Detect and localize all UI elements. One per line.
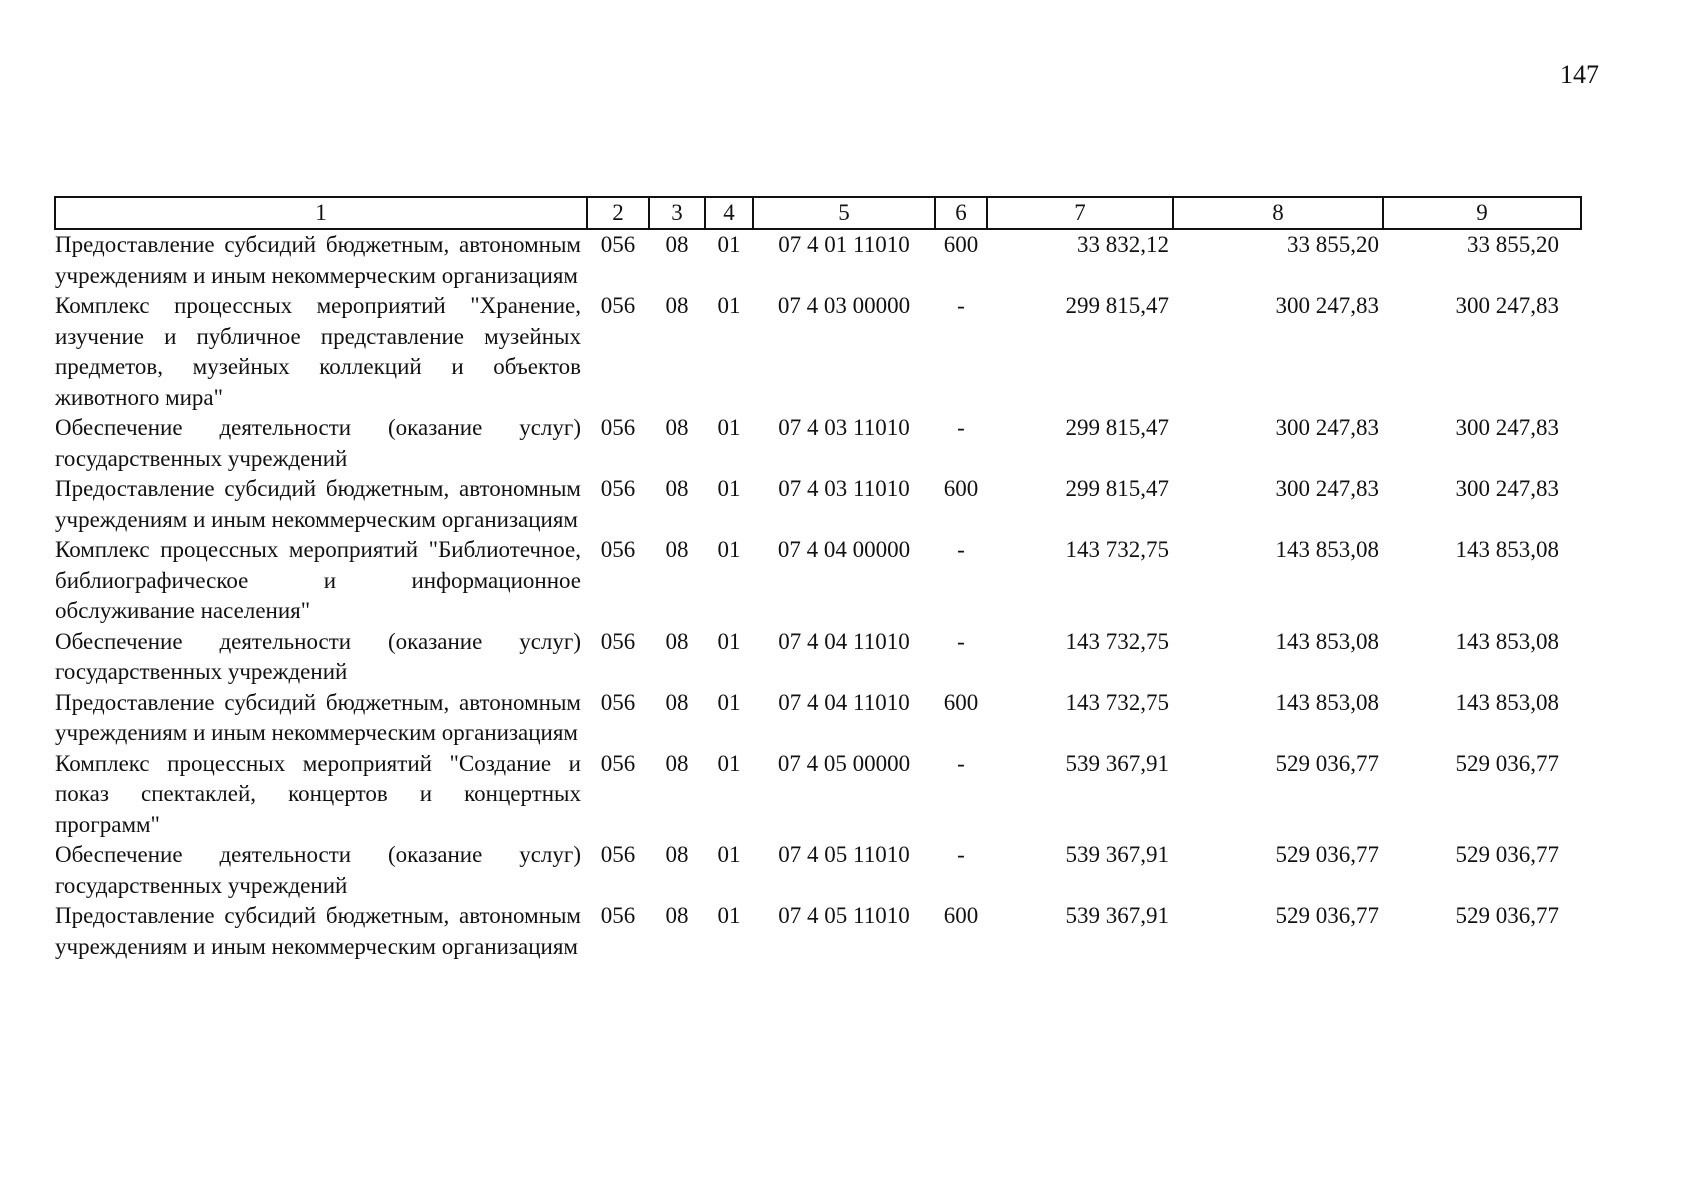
row-amount-col8-cell: 300 247,83 (1275, 293, 1379, 318)
table-row (55, 229, 1581, 291)
row-amount-col7-cell: 143 732,75 (1065, 537, 1169, 562)
table-row (55, 535, 1581, 627)
row-grbs-cell: 056 (600, 842, 636, 867)
row-amount-col8-cell: 143 853,08 (1275, 537, 1379, 562)
row-section-cell: 08 (665, 232, 689, 257)
row-amount-col9-cell: 143 853,08 (1455, 689, 1559, 715)
row-subsection-cell: 01 (717, 628, 741, 654)
column-header-6: 6 (935, 197, 987, 229)
row-section-cell: 08 (665, 628, 689, 654)
row-expense-type-cell: 600 (943, 903, 979, 928)
row-expense-type-cell: - (957, 415, 965, 440)
row-name-cell: Обеспечение деятельности (оказание услуг) государственных учреждений (55, 628, 581, 684)
row-grbs-cell: 056 (600, 476, 636, 501)
column-header-2: 2 (587, 197, 649, 229)
table-row (55, 840, 1581, 901)
row-target-article-cell: 07 4 04 11010 (778, 689, 910, 715)
row-target-article-cell: 07 4 03 00000 (777, 293, 911, 318)
row-amount-col7-cell: 539 367,91 (1065, 903, 1169, 928)
table-row (55, 413, 1581, 474)
row-target-article-cell: 07 4 03 11010 (778, 476, 910, 501)
row-name-cell: Предоставление субсидий бюджетным, автономным учреждениям и иным некоммерческим организациям (55, 689, 581, 745)
row-grbs-cell: 056 (600, 537, 636, 562)
row-section-cell: 08 (665, 903, 689, 928)
row-expense-type-cell: 600 (943, 689, 979, 715)
table-row (55, 749, 1581, 841)
row-subsection-cell: 01 (717, 537, 741, 562)
row-section-cell: 08 (665, 537, 689, 562)
row-amount-col8-cell: 529 036,77 (1275, 903, 1379, 928)
row-expense-type-cell: - (957, 750, 965, 776)
row-target-article-cell: 07 4 01 11010 (778, 232, 910, 257)
row-target-article-cell: 07 4 04 00000 (777, 537, 911, 562)
row-amount-col8-cell: 33 855,20 (1287, 232, 1379, 257)
row-amount-col9-cell: 300 247,83 (1455, 293, 1559, 318)
row-expense-type-cell: 600 (943, 232, 979, 257)
row-amount-col8-cell: 300 247,83 (1275, 415, 1379, 440)
row-amount-col7-cell: 143 732,75 (1065, 628, 1169, 654)
row-name-cell: Комплекс процессных мероприятий "Хранение, изучение и публичное представление музейных предметов, музейных коллекций и объектов животного мира" (55, 293, 581, 410)
row-subsection-cell: 01 (717, 476, 741, 501)
row-subsection-cell: 01 (717, 842, 741, 867)
row-name-cell: Комплекс процессных мероприятий "Библиотечное, библиографическое и информационное обслуживание населения" (55, 537, 581, 623)
column-header-8: 8 (1173, 197, 1383, 229)
row-expense-type-cell: - (957, 842, 965, 867)
row-name-cell: Предоставление субсидий бюджетным, автономным учреждениям и иным некоммерческим организациям (55, 903, 581, 959)
row-amount-col8-cell: 300 247,83 (1275, 476, 1379, 501)
row-amount-col8-cell: 143 853,08 (1275, 689, 1379, 715)
row-amount-col8-cell: 529 036,77 (1275, 750, 1379, 776)
row-name-cell: Обеспечение деятельности (оказание услуг) государственных учреждений (55, 415, 581, 471)
column-header-3: 3 (649, 197, 705, 229)
row-amount-col9-cell: 300 247,83 (1455, 476, 1559, 501)
row-amount-col7-cell: 539 367,91 (1065, 842, 1169, 867)
row-subsection-cell: 01 (717, 750, 741, 776)
row-expense-type-cell: - (957, 293, 965, 318)
row-grbs-cell: 056 (600, 689, 636, 715)
table-row (55, 901, 1581, 962)
row-section-cell: 08 (665, 689, 689, 715)
row-target-article-cell: 07 4 03 11010 (778, 415, 910, 440)
row-amount-col7-cell: 143 732,75 (1065, 689, 1169, 715)
column-header-7: 7 (987, 197, 1173, 229)
row-amount-col8-cell: 529 036,77 (1275, 842, 1379, 867)
column-header-4: 4 (705, 197, 753, 229)
column-header-9: 9 (1383, 197, 1581, 229)
row-amount-col9-cell: 529 036,77 (1455, 903, 1559, 928)
row-target-article-cell: 07 4 05 00000 (777, 750, 911, 776)
row-amount-col7-cell: 299 815,47 (1065, 293, 1169, 318)
row-section-cell: 08 (665, 415, 689, 440)
row-grbs-cell: 056 (600, 628, 636, 654)
row-subsection-cell: 01 (717, 232, 741, 257)
row-grbs-cell: 056 (600, 750, 636, 776)
row-name-cell: Комплекс процессных мероприятий "Создание и показ спектаклей, концертов и концертных программ" (55, 750, 581, 837)
row-amount-col7-cell: 33 832,12 (1077, 232, 1169, 257)
row-target-article-cell: 07 4 05 11010 (778, 903, 910, 928)
row-subsection-cell: 01 (717, 903, 741, 928)
row-section-cell: 08 (665, 293, 689, 318)
header-row (55, 197, 1581, 229)
row-expense-type-cell: - (957, 628, 965, 654)
row-section-cell: 08 (665, 842, 689, 867)
row-grbs-cell: 056 (600, 293, 636, 318)
row-name-cell: Предоставление субсидий бюджетным, автономным учреждениям и иным некоммерческим организациям (55, 232, 581, 288)
row-amount-col9-cell: 300 247,83 (1455, 415, 1559, 440)
row-subsection-cell: 01 (717, 415, 741, 440)
column-header-5: 5 (753, 197, 935, 229)
row-amount-col9-cell: 529 036,77 (1455, 750, 1559, 776)
row-amount-col9-cell: 33 855,20 (1467, 232, 1559, 257)
row-expense-type-cell: - (957, 537, 965, 562)
row-amount-col9-cell: 143 853,08 (1455, 537, 1559, 562)
row-target-article-cell: 07 4 04 11010 (778, 628, 910, 654)
row-amount-col9-cell: 143 853,08 (1455, 628, 1559, 654)
row-subsection-cell: 01 (717, 293, 741, 318)
table-row (55, 688, 1581, 749)
row-grbs-cell: 056 (600, 903, 636, 928)
table-row (55, 474, 1581, 535)
row-expense-type-cell: 600 (943, 476, 979, 501)
row-amount-col7-cell: 299 815,47 (1065, 476, 1169, 501)
row-grbs-cell: 056 (600, 415, 636, 440)
page-number: 147 (1560, 60, 1599, 89)
row-section-cell: 08 (665, 750, 689, 776)
table-row (55, 291, 1581, 413)
row-grbs-cell: 056 (600, 232, 636, 257)
row-amount-col7-cell: 299 815,47 (1065, 415, 1169, 440)
row-section-cell: 08 (665, 476, 689, 501)
row-name-cell: Обеспечение деятельности (оказание услуг) государственных учреждений (55, 842, 581, 898)
column-header-1: 1 (55, 197, 587, 229)
row-name-cell: Предоставление субсидий бюджетным, автономным учреждениям и иным некоммерческим организациям (55, 476, 581, 532)
row-amount-col9-cell: 529 036,77 (1455, 842, 1559, 867)
row-amount-col8-cell: 143 853,08 (1275, 628, 1379, 654)
row-amount-col7-cell: 539 367,91 (1065, 750, 1169, 776)
row-target-article-cell: 07 4 05 11010 (778, 842, 910, 867)
row-subsection-cell: 01 (717, 689, 741, 715)
budget-table (54, 196, 1582, 962)
table-row (55, 627, 1581, 688)
